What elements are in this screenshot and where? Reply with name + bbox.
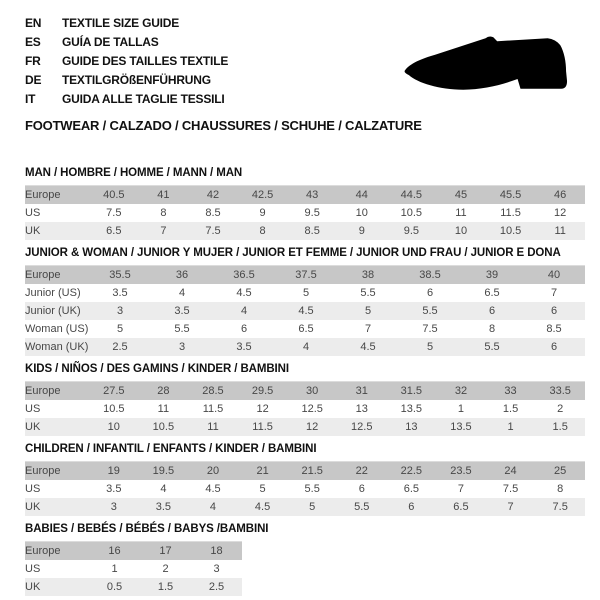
size-cell: 11.5 (188, 400, 238, 418)
size-table-babies (25, 541, 242, 596)
size-cell: 6.5 (461, 284, 523, 302)
table-row (25, 542, 242, 561)
size-cell: 5.5 (337, 284, 399, 302)
row-label: Europe (25, 382, 89, 401)
size-cell: 9 (238, 204, 288, 222)
size-cell: 6 (399, 284, 461, 302)
row-label: US (25, 204, 89, 222)
size-cell: 13 (387, 418, 437, 436)
size-cell: 10 (337, 204, 387, 222)
size-cell: 38 (337, 266, 399, 285)
size-cell: 1 (436, 400, 486, 418)
size-cell: 5.5 (461, 338, 523, 356)
size-cell: 17 (140, 542, 191, 561)
size-cell: 2.5 (191, 578, 242, 596)
size-cell: 7 (486, 498, 536, 516)
row-label: Woman (US) (25, 320, 89, 338)
size-cell: 28.5 (188, 382, 238, 401)
row-label: Europe (25, 542, 89, 561)
size-cell: 1 (89, 560, 140, 578)
size-cell: 46 (535, 186, 585, 205)
size-cell: 4.5 (337, 338, 399, 356)
table-row (25, 338, 585, 356)
size-cell: 20 (188, 462, 238, 481)
size-section-children (25, 444, 585, 516)
size-cell: 6 (523, 302, 585, 320)
size-cell: 40 (523, 266, 585, 285)
size-cell: 44 (337, 186, 387, 205)
row-label: Junior (UK) (25, 302, 89, 320)
size-cell: 22.5 (387, 462, 437, 481)
row-label: UK (25, 418, 89, 436)
size-cell: 6 (523, 338, 585, 356)
size-table-title: MAN / HOMBRE / HOMME / MANN / MAN (25, 167, 243, 179)
row-label: UK (25, 578, 89, 596)
size-cell: 12.5 (337, 418, 387, 436)
size-cell: 11 (139, 400, 189, 418)
language-title: GUIDE DES TAILLES TEXTILE (62, 54, 229, 68)
size-cell: 6 (213, 320, 275, 338)
size-cell: 4.5 (275, 302, 337, 320)
size-cell: 3 (89, 302, 151, 320)
size-cell: 7 (436, 480, 486, 498)
size-cell: 7 (139, 222, 189, 240)
size-cell: 8 (139, 204, 189, 222)
size-cell: 10.5 (89, 400, 139, 418)
size-cell: 1.5 (535, 418, 585, 436)
size-cell: 3 (151, 338, 213, 356)
size-table-man (25, 185, 585, 240)
size-cell: 3.5 (89, 480, 139, 498)
size-cell: 2.5 (89, 338, 151, 356)
size-cell: 8.5 (287, 222, 337, 240)
table-row (25, 418, 585, 436)
size-cell: 19.5 (139, 462, 189, 481)
size-cell: 2 (140, 560, 191, 578)
size-cell: 4 (213, 302, 275, 320)
size-cell: 5 (275, 284, 337, 302)
size-cell: 6 (337, 480, 387, 498)
size-cell: 4.5 (238, 498, 288, 516)
size-cell: 3.5 (89, 284, 151, 302)
size-cell: 12 (287, 418, 337, 436)
table-row (25, 222, 585, 240)
table-row (25, 462, 585, 481)
table-row (25, 320, 585, 338)
size-cell: 33 (486, 382, 536, 401)
size-cell: 42.5 (238, 186, 288, 205)
size-table-title: JUNIOR & WOMAN / JUNIOR Y MUJER / JUNIOR ET FEMME / JUNIOR UND FRAU / JUNIOR E DONA (25, 247, 561, 259)
size-cell: 11 (188, 418, 238, 436)
table-row (25, 382, 585, 401)
size-cell: 25 (535, 462, 585, 481)
size-cell: 18 (191, 542, 242, 561)
size-cell: 11 (436, 204, 486, 222)
size-cell: 7.5 (486, 480, 536, 498)
language-title: GUIDA ALLE TAGLIE TESSILI (62, 92, 225, 106)
size-cell: 24 (486, 462, 536, 481)
size-cell: 42 (188, 186, 238, 205)
row-label: Europe (25, 266, 89, 285)
size-cell: 23.5 (436, 462, 486, 481)
size-cell: 5.5 (151, 320, 213, 338)
row-label: US (25, 480, 89, 498)
row-label: US (25, 400, 89, 418)
size-cell: 3 (191, 560, 242, 578)
size-cell: 8.5 (523, 320, 585, 338)
language-code: EN (25, 16, 42, 30)
size-cell: 11 (535, 222, 585, 240)
size-cell: 5 (287, 498, 337, 516)
table-row (25, 204, 585, 222)
size-cell: 7.5 (535, 498, 585, 516)
row-label: Woman (UK) (25, 338, 89, 356)
size-cell: 8 (535, 480, 585, 498)
size-cell: 22 (337, 462, 387, 481)
size-cell: 13.5 (436, 418, 486, 436)
size-cell: 9 (337, 222, 387, 240)
table-row (25, 560, 242, 578)
size-table-junior-woman (25, 265, 585, 356)
size-table-title: CHILDREN / INFANTIL / ENFANTS / KINDER / BAMBINI (25, 443, 317, 455)
size-cell: 7.5 (188, 222, 238, 240)
size-cell: 6.5 (275, 320, 337, 338)
size-cell: 31.5 (387, 382, 437, 401)
size-cell: 13.5 (387, 400, 437, 418)
size-cell: 10.5 (139, 418, 189, 436)
table-row (25, 266, 585, 285)
size-cell: 6 (387, 498, 437, 516)
language-code: DE (25, 73, 42, 87)
row-label: Junior (US) (25, 284, 89, 302)
size-cell: 19 (89, 462, 139, 481)
size-cell: 3 (89, 498, 139, 516)
size-cell: 31 (337, 382, 387, 401)
size-cell: 33.5 (535, 382, 585, 401)
size-section-junior-woman (25, 248, 585, 356)
row-label: US (25, 560, 89, 578)
size-cell: 4 (151, 284, 213, 302)
size-table-kids (25, 381, 585, 436)
size-cell: 45 (436, 186, 486, 205)
size-cell: 3.5 (213, 338, 275, 356)
size-cell: 6.5 (436, 498, 486, 516)
size-cell: 5.5 (337, 498, 387, 516)
size-cell: 1 (486, 418, 536, 436)
size-cell: 21 (238, 462, 288, 481)
size-cell: 5 (89, 320, 151, 338)
size-cell: 5 (337, 302, 399, 320)
table-row (25, 400, 585, 418)
table-row (25, 498, 585, 516)
size-section-kids (25, 364, 585, 436)
row-label: UK (25, 498, 89, 516)
row-label: UK (25, 222, 89, 240)
language-row (25, 14, 422, 33)
size-cell: 21.5 (287, 462, 337, 481)
size-cell: 13 (337, 400, 387, 418)
size-cell: 29.5 (238, 382, 288, 401)
table-row (25, 186, 585, 205)
size-cell: 16 (89, 542, 140, 561)
table-row (25, 578, 242, 596)
size-cell: 9.5 (287, 204, 337, 222)
size-cell: 1.5 (486, 400, 536, 418)
size-cell: 7 (523, 284, 585, 302)
size-cell: 0.5 (89, 578, 140, 596)
table-row (25, 302, 585, 320)
size-cell: 9.5 (387, 222, 437, 240)
size-cell: 38.5 (399, 266, 461, 285)
size-cell: 4 (188, 498, 238, 516)
language-code: IT (25, 92, 36, 106)
size-cell: 4 (139, 480, 189, 498)
size-cell: 8 (461, 320, 523, 338)
size-cell: 3.5 (151, 302, 213, 320)
size-section-babies (25, 524, 585, 596)
language-title: GUÍA DE TALLAS (62, 35, 159, 49)
size-cell: 39 (461, 266, 523, 285)
size-cell: 40.5 (89, 186, 139, 205)
size-cell: 4.5 (188, 480, 238, 498)
size-tables (25, 168, 585, 600)
size-cell: 8 (238, 222, 288, 240)
category-title: FOOTWEAR / CALZADO / CHAUSSURES / SCHUHE / CALZATURE (25, 118, 422, 133)
size-cell: 10.5 (387, 204, 437, 222)
size-cell: 11.5 (486, 204, 536, 222)
table-row (25, 284, 585, 302)
size-cell: 10.5 (486, 222, 536, 240)
size-cell: 3.5 (139, 498, 189, 516)
size-cell: 4.5 (213, 284, 275, 302)
size-cell: 27.5 (89, 382, 139, 401)
size-cell: 5.5 (287, 480, 337, 498)
size-cell: 6 (461, 302, 523, 320)
size-cell: 10 (89, 418, 139, 436)
size-cell: 5 (238, 480, 288, 498)
language-row (25, 52, 422, 71)
size-table-title: BABIES / BEBÉS / BÉBÉS / BABYS /BAMBINI (25, 523, 269, 535)
size-cell: 4 (275, 338, 337, 356)
size-cell: 7 (337, 320, 399, 338)
shoe-icon (390, 15, 585, 112)
size-cell: 6.5 (89, 222, 139, 240)
table-row (25, 480, 585, 498)
size-cell: 45.5 (486, 186, 536, 205)
size-section-man (25, 168, 585, 240)
language-code: FR (25, 54, 41, 68)
size-cell: 35.5 (89, 266, 151, 285)
size-table-children (25, 461, 585, 516)
size-cell: 7.5 (399, 320, 461, 338)
size-cell: 10 (436, 222, 486, 240)
language-code: ES (25, 35, 41, 49)
language-title: TEXTILGRÖßENFÜHRUNG (62, 73, 211, 87)
language-title: TEXTILE SIZE GUIDE (62, 16, 180, 30)
size-cell: 30 (287, 382, 337, 401)
language-row (25, 71, 422, 90)
size-cell: 5.5 (399, 302, 461, 320)
row-label: Europe (25, 462, 89, 481)
size-cell: 37.5 (275, 266, 337, 285)
size-cell: 28 (139, 382, 189, 401)
language-row (25, 33, 422, 52)
size-cell: 12 (238, 400, 288, 418)
size-cell: 41 (139, 186, 189, 205)
size-cell: 44.5 (387, 186, 437, 205)
size-cell: 36 (151, 266, 213, 285)
language-header (25, 14, 422, 133)
size-cell: 7.5 (89, 204, 139, 222)
size-cell: 2 (535, 400, 585, 418)
size-cell: 12 (535, 204, 585, 222)
size-cell: 36.5 (213, 266, 275, 285)
size-cell: 1.5 (140, 578, 191, 596)
row-label: Europe (25, 186, 89, 205)
size-cell: 11.5 (238, 418, 288, 436)
language-row (25, 90, 422, 109)
size-cell: 8.5 (188, 204, 238, 222)
size-cell: 43 (287, 186, 337, 205)
size-table-title: KIDS / NIÑOS / DES GAMINS / KINDER / BAMBINI (25, 363, 289, 375)
size-cell: 12.5 (287, 400, 337, 418)
size-cell: 6.5 (387, 480, 437, 498)
size-cell: 5 (399, 338, 461, 356)
size-cell: 32 (436, 382, 486, 401)
